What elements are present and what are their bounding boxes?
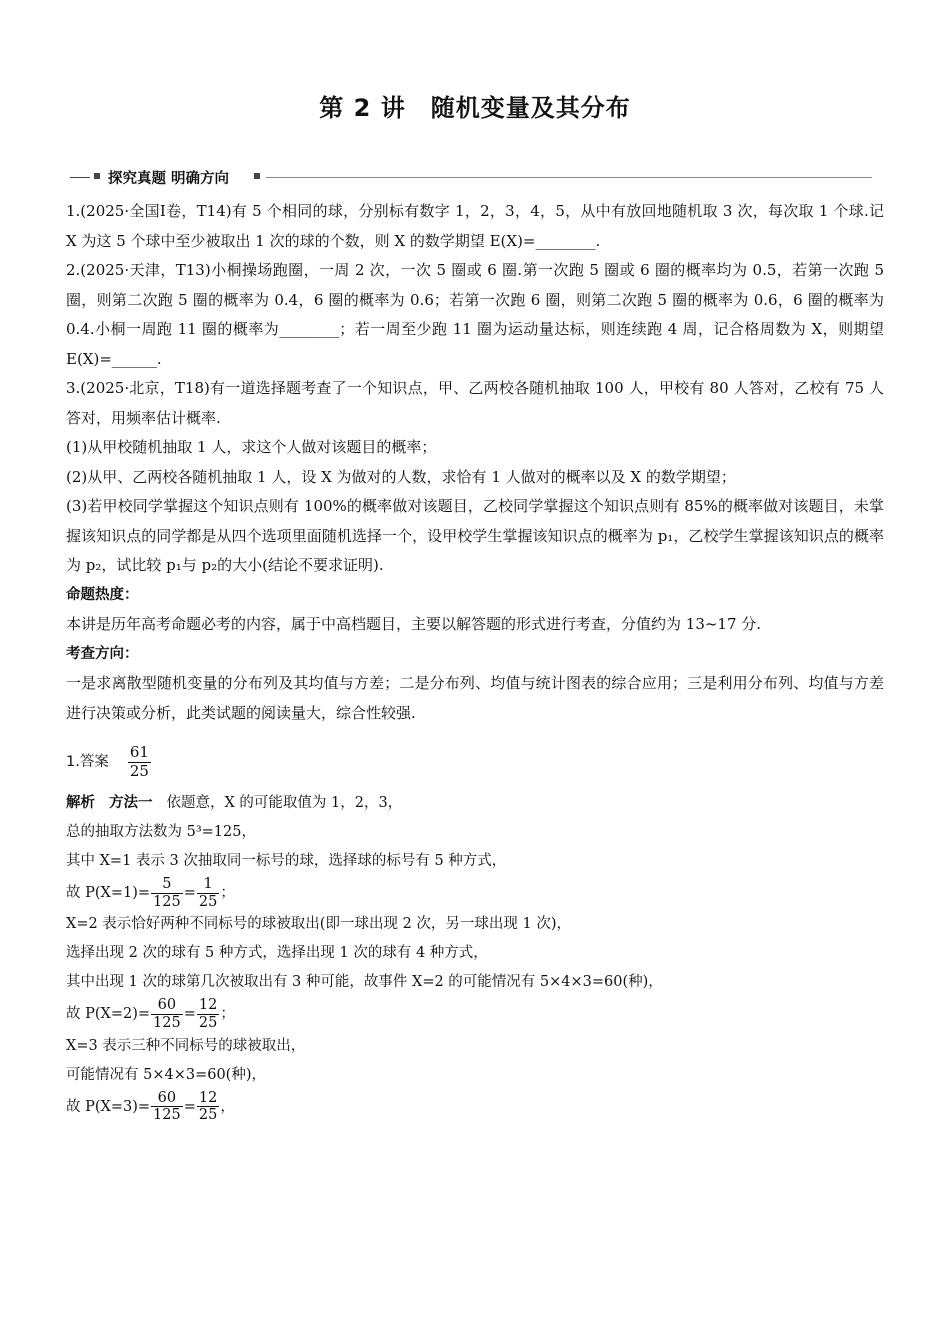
numerator: 5 <box>151 876 183 894</box>
fraction <box>151 876 183 910</box>
fraction <box>151 997 183 1031</box>
denominator: 125 <box>153 1015 181 1032</box>
equation-suffix: ； <box>220 1006 235 1023</box>
answer-label: 1.答案 <box>66 754 109 770</box>
page-title: 第 2 讲 随机变量及其分布 <box>319 94 631 122</box>
numerator: 1 <box>197 876 219 894</box>
numerator: 60 <box>151 1090 183 1108</box>
answer-denominator: 25 <box>129 761 149 780</box>
divider-right <box>266 177 872 178</box>
fraction <box>197 997 219 1031</box>
equals-sign: = <box>183 885 196 902</box>
solution-label: 解析 <box>66 795 95 811</box>
question-3-stem: 3.(2025·北京，T18)有一道选择题考查了一个知识点，甲、乙两校各随机抽取 100 人，甲校有 80 人答对，乙校有 75 人答对，用频率估计概率. <box>66 379 884 427</box>
heat-heading: 命题热度： <box>66 586 139 603</box>
answer-line <box>66 738 884 785</box>
direction-heading: 考查方向： <box>66 645 139 662</box>
section-header <box>66 167 884 187</box>
question-3-part-1: (1)从甲校随机抽取 1 人，求这个人做对该题目的概率； <box>66 438 437 456</box>
content-body <box>66 197 884 1124</box>
denominator: 125 <box>153 893 181 910</box>
equals-sign: = <box>183 1006 196 1023</box>
solution-line: 可能情况有 5×4×3=60(种)， <box>66 1066 266 1083</box>
question-3-part-3: (3)若甲校同学掌握这个知识点则有 100%的概率做对该题目，乙校同学掌握这个知识点则有 85%的概率做对该题目，未掌握该知识点的同学都是从四个选项里面随机选择一个，设甲校学生掌握该知识点的概率为 p₁，乙校学生掌握该知识点的概率为 p₂，试比较 p₁与 p₂的大小(结论不要求证明). <box>66 497 884 574</box>
denominator: 125 <box>153 1107 181 1124</box>
equation-prefix: 故 P(X=3)= <box>66 1098 151 1115</box>
question-2: 2.(2025·天津，T13)小桐操场跑圈，一周 2 次，一次 5 圈或 6 圈.第一次跑 5 圈或 6 圈的概率均为 0.5，若第一次跑 5 圈，则第二次跑 5 圈的概率为 0.4，6 圈的概率为 0.6；若第一次跑 6 圈，则第二次跑 5 圈的概率为 0.6，6 圈的概率为 0.4.小桐一周跑 11 圈的概率为________；若一周至少跑 11 圈为运动量达标，则连续跑 4 周，记合格周数为 X，则期望 E(X)=______. <box>66 261 884 368</box>
equation-prefix: 故 P(X=2)= <box>66 1006 151 1023</box>
heat-text: 本讲是历年高考命题必考的内容，属于中高档题目，主要以解答题的形式进行考查，分值约为 13~17 分. <box>66 615 762 633</box>
probability-x3 <box>66 1090 884 1124</box>
solution-line <box>66 789 884 818</box>
fraction <box>151 1090 183 1124</box>
solution-line: X=3 表示三种不同标号的球被取出， <box>66 1037 306 1054</box>
fraction <box>197 876 219 910</box>
section-label: 探究真题 明确方向 <box>108 171 230 187</box>
solution-line: 其中 X=1 表示 3 次抽取同一标号的球，选择球的标号有 5 种方式， <box>66 853 507 869</box>
fraction <box>197 1090 219 1124</box>
answer-fraction <box>128 744 151 780</box>
question-1: 1.(2025·全国Ⅰ卷，T14)有 5 个相同的球，分别标有数字 1，2，3，4，5，从中有放回地随机取 3 次，每次取 1 个球.记 X 为这 5 个球中至少被取出 1 次的球的个数，则 X 的数学期望 E(X)=________. <box>66 202 884 250</box>
equation-suffix: ， <box>220 1098 235 1115</box>
answer-numerator: 61 <box>129 743 149 762</box>
solution-line: X=2 表示恰好两种不同标号的球被取出(即一球出现 2 次，另一球出现 1 次)， <box>66 916 572 933</box>
numerator: 12 <box>198 997 218 1014</box>
denominator: 25 <box>198 893 218 910</box>
square-marker-icon <box>94 173 100 179</box>
method-label: 方法一 <box>109 795 153 811</box>
divider-left <box>70 177 90 178</box>
equation-suffix: ； <box>220 885 235 902</box>
equals-sign: = <box>183 1098 196 1115</box>
solution-line: 其中出现 1 次的球第几次被取出有 3 种可能，故事件 X=2 的可能情况有 5×4×3=60(种)， <box>66 974 663 991</box>
solution-line: 总的抽取方法数为 5³=125， <box>66 824 256 840</box>
probability-x2 <box>66 997 884 1031</box>
solution-text: 依题意，X 的可能取值为 1，2，3， <box>166 795 403 811</box>
direction-text: 一是求离散型随机变量的分布列及其均值与方差；二是分布列、均值与统计图表的综合应用；三是利用分布列、均值与方差进行决策或分析，此类试题的阅读量大，综合性较强. <box>66 674 884 722</box>
square-marker-icon <box>254 173 260 179</box>
numerator: 60 <box>151 997 183 1015</box>
question-3-part-2: (2)从甲、乙两校各随机抽取 1 人，设 X 为做对的人数，求恰有 1 人做对的概率以及 X 的数学期望； <box>66 467 736 486</box>
solution-line: 选择出现 2 次的球有 5 种方式，选择出现 1 次的球有 4 种方式， <box>66 945 488 962</box>
denominator: 25 <box>198 1107 218 1124</box>
probability-x1 <box>66 876 884 910</box>
denominator: 25 <box>198 1015 218 1032</box>
solution <box>66 789 884 1124</box>
equation-prefix: 故 P(X=1)= <box>66 885 151 902</box>
numerator: 12 <box>198 1089 218 1106</box>
